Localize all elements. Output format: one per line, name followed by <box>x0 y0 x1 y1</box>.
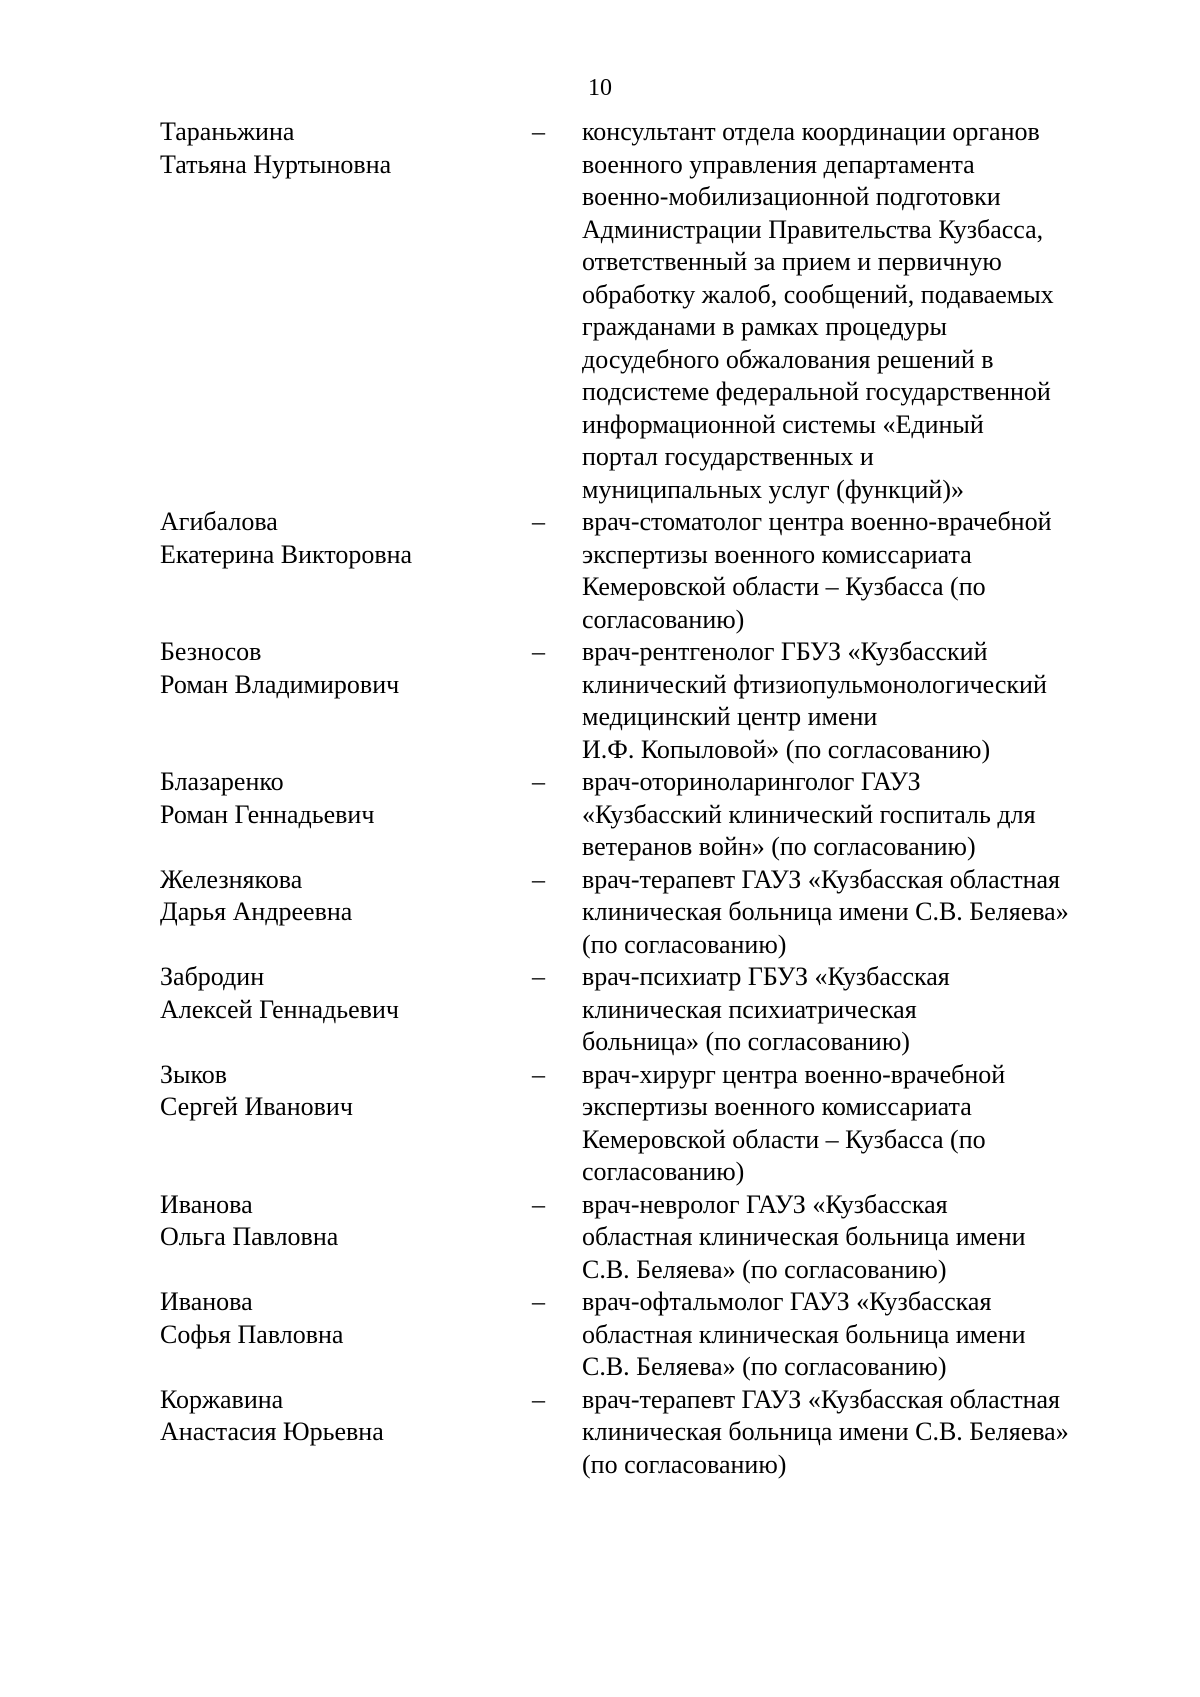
member-entry <box>160 864 1140 962</box>
role-line: врач-хирург центра военно-врачебной <box>582 1059 1006 1089</box>
role-line: военного управления департамента <box>582 149 975 179</box>
role-line: областная клиническая больница имени <box>582 1319 1026 1349</box>
member-given-name: Сергей Иванович <box>160 1092 353 1121</box>
role-line: врач-терапевт ГАУЗ «Кузбасская областная <box>582 864 1060 894</box>
role-line: клиническая больница имени С.В. Беляева» <box>582 897 1069 926</box>
member-entry <box>160 636 1140 766</box>
member-entry <box>160 1286 1140 1384</box>
role-line: досудебного обжалования решений в <box>582 344 994 374</box>
role-line: портал государственных и <box>582 442 874 471</box>
role-line: врач-оториноларинголог ГАУЗ <box>582 767 921 796</box>
member-surname: Агибалова <box>160 507 278 536</box>
member-name <box>160 766 532 831</box>
role-line: согласованию) <box>582 1157 745 1186</box>
member-name <box>160 1286 532 1351</box>
role-line: Администрации Правительства Кузбасса, <box>582 214 1044 244</box>
member-given-name: Алексей Геннадьевич <box>160 994 399 1024</box>
member-name <box>160 961 532 1026</box>
role-line: врач-терапевт ГАУЗ «Кузбасская областная <box>582 1384 1060 1414</box>
role-line: медицинский центр имени <box>582 702 878 731</box>
dash-separator: – <box>532 117 545 146</box>
member-role <box>582 116 1140 506</box>
member-surname: Тараньжина <box>160 117 295 146</box>
role-line: ответственный за прием и первичную <box>582 247 1002 276</box>
member-entry <box>160 1189 1140 1287</box>
role-line: больница» (по согласованию) <box>582 1027 910 1056</box>
member-given-name: Ольга Павловна <box>160 1222 339 1251</box>
role-line: врач-рентгенолог ГБУЗ «Кузбасский <box>582 637 988 666</box>
role-line: муниципальных услуг (функций)» <box>582 474 964 504</box>
dash-separator: – <box>532 1189 545 1219</box>
member-name <box>160 506 532 571</box>
role-line: экспертизы военного комиссариата <box>582 539 972 569</box>
role-line: (по согласованию) <box>582 1449 787 1479</box>
dash-separator: – <box>532 1287 545 1316</box>
role-line: клиническая больница имени С.В. Беляева» <box>582 1417 1069 1446</box>
member-given-name: Дарья Андреевна <box>160 897 353 926</box>
role-line: врач-офтальмолог ГАУЗ «Кузбасская <box>582 1287 992 1316</box>
member-surname: Иванова <box>160 1287 253 1316</box>
member-surname: Зыков <box>160 1059 228 1089</box>
role-line: Кемеровской области – Кузбасса (по <box>582 1124 986 1154</box>
member-name <box>160 1059 532 1124</box>
role-line: С.В. Беляева» (по согласованию) <box>582 1254 947 1284</box>
member-name <box>160 636 532 701</box>
role-line: консультант отдела координации органов <box>582 117 1040 146</box>
role-line: подсистеме федеральной государственной <box>582 377 1051 406</box>
dash-separator: – <box>532 1384 545 1414</box>
member-name <box>160 116 532 181</box>
dash-separator: – <box>532 637 545 666</box>
member-role <box>582 1189 1140 1287</box>
dash-separator: – <box>532 962 545 991</box>
role-line: клиническая психиатрическая <box>582 994 917 1024</box>
role-line: врач-стоматолог центра военно-врачебной <box>582 507 1052 536</box>
role-line: (по согласованию) <box>582 929 787 959</box>
member-entry <box>160 961 1140 1059</box>
role-line: экспертизы военного комиссариата <box>582 1092 972 1121</box>
member-surname: Железнякова <box>160 864 303 894</box>
member-name <box>160 1384 532 1449</box>
member-role <box>582 961 1140 1059</box>
role-line: врач-невролог ГАУЗ «Кузбасская <box>582 1189 948 1219</box>
role-line: информационной системы «Единый <box>582 409 984 439</box>
member-role <box>582 1384 1140 1482</box>
member-surname: Коржавина <box>160 1384 284 1414</box>
member-entry <box>160 1384 1140 1482</box>
page-number: 10 <box>588 75 612 101</box>
member-name <box>160 1189 532 1254</box>
role-line: врач-психиатр ГБУЗ «Кузбасская <box>582 962 950 991</box>
role-line: военно-мобилизационной подготовки <box>582 182 1001 211</box>
member-role <box>582 1286 1140 1384</box>
member-surname: Иванова <box>160 1189 253 1219</box>
member-entry <box>160 506 1140 636</box>
member-role <box>582 864 1140 962</box>
role-line: гражданами в рамках процедуры <box>582 312 948 341</box>
member-given-name: Софья Павловна <box>160 1319 344 1349</box>
member-role <box>582 766 1140 864</box>
role-line: ветеранов войн» (по согласованию) <box>582 832 976 861</box>
dash-separator: – <box>532 1059 545 1089</box>
member-surname: Безносов <box>160 637 262 666</box>
role-line: И.Ф. Копыловой» (по согласованию) <box>582 734 991 764</box>
role-line: Кемеровской области – Кузбасса (по <box>582 572 986 601</box>
role-line: «Кузбасский клинический госпиталь для <box>582 799 1036 829</box>
role-line: согласованию) <box>582 604 745 634</box>
member-role <box>582 506 1140 636</box>
member-list <box>160 116 1140 1481</box>
member-entry <box>160 1059 1140 1189</box>
role-line: клинический фтизиопульмонологический <box>582 669 1047 699</box>
role-line: обработку жалоб, сообщений, подаваемых <box>582 279 1054 309</box>
role-line: С.В. Беляева» (по согласованию) <box>582 1352 947 1381</box>
member-surname: Забродин <box>160 962 265 991</box>
member-name <box>160 864 532 929</box>
member-given-name: Анастасия Юрьевна <box>160 1417 384 1446</box>
dash-separator: – <box>532 507 545 536</box>
member-given-name: Роман Владимирович <box>160 669 400 699</box>
member-role <box>582 1059 1140 1189</box>
dash-separator: – <box>532 767 545 796</box>
member-role <box>582 636 1140 766</box>
role-line: областная клиническая больница имени <box>582 1222 1026 1251</box>
member-given-name: Татьяна Нуртыновна <box>160 149 392 179</box>
member-surname: Блазаренко <box>160 767 284 796</box>
member-entry <box>160 766 1140 864</box>
member-given-name: Роман Геннадьевич <box>160 799 375 829</box>
member-entry <box>160 116 1140 506</box>
dash-separator: – <box>532 864 545 894</box>
member-given-name: Екатерина Викторовна <box>160 539 413 569</box>
